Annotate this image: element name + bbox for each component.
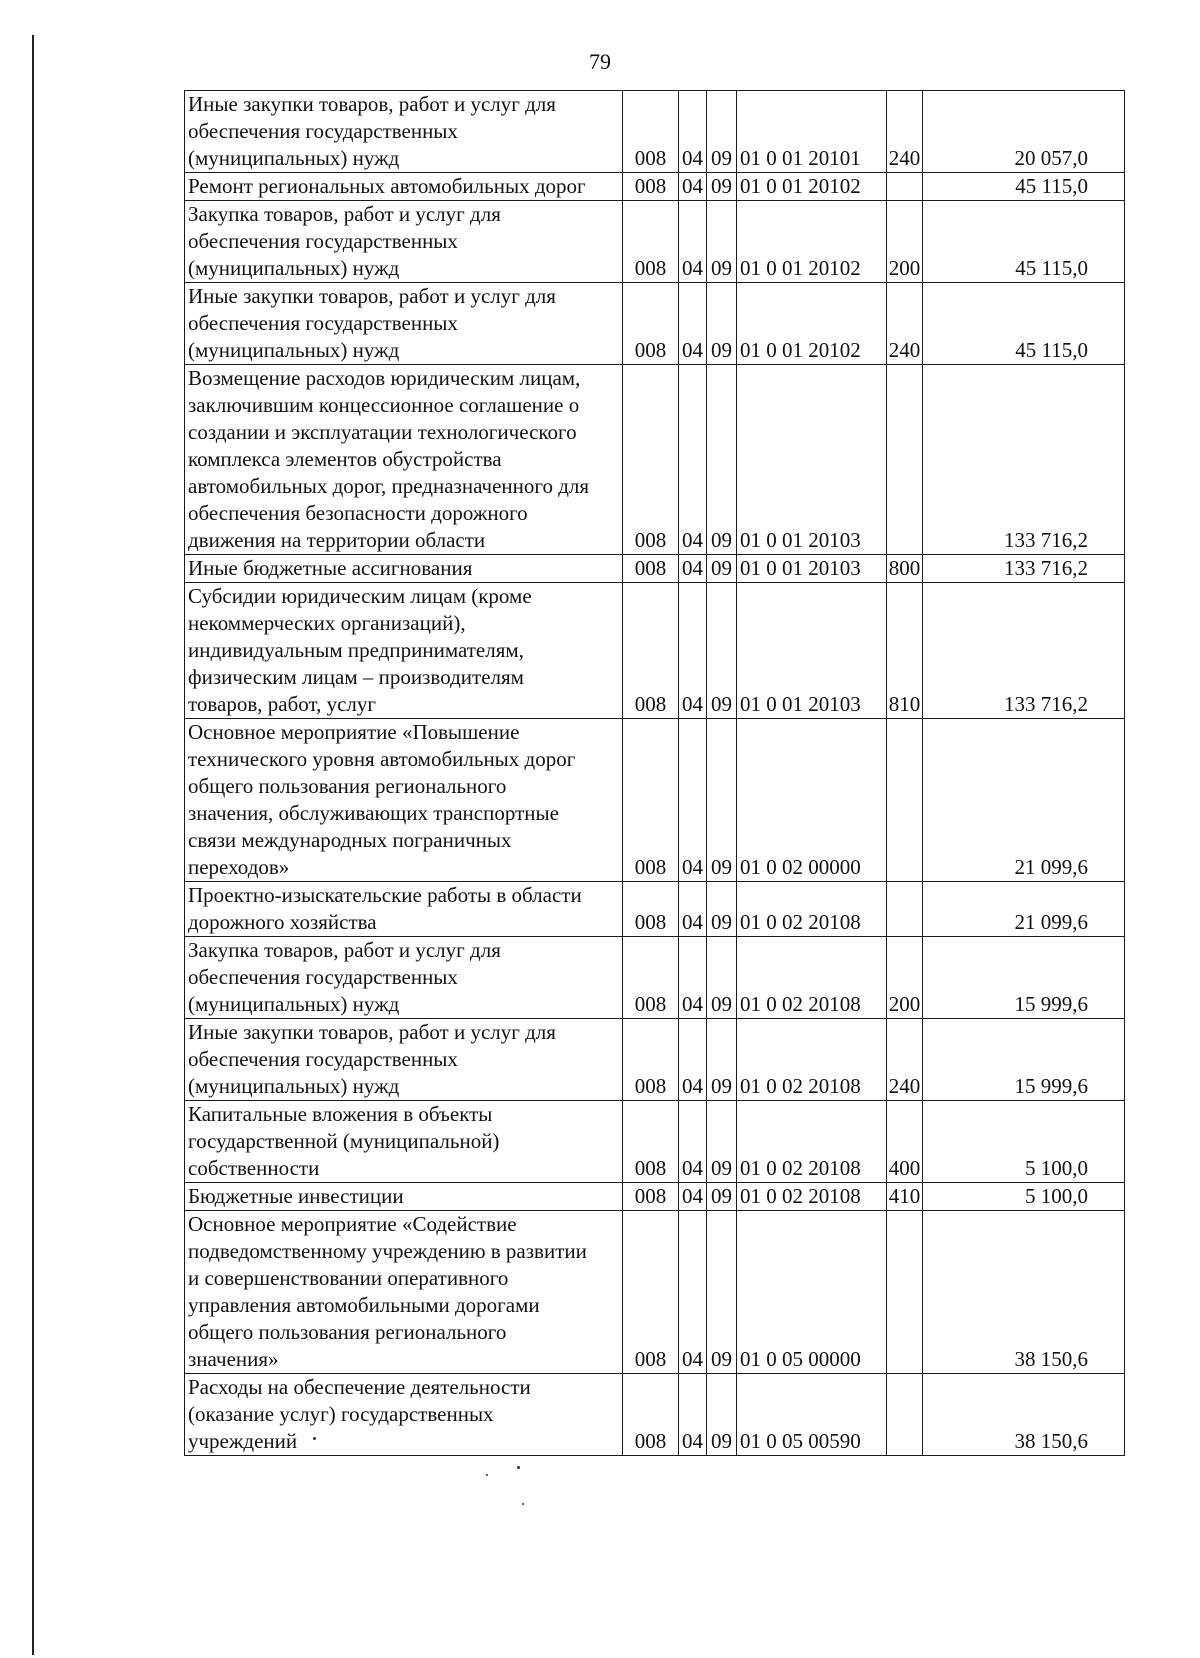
page-number: 79 [589,49,611,74]
expense-type-code: 410 [887,1183,923,1211]
expense-type-code: 240 [887,91,923,173]
expense-type-code [887,173,923,201]
subsection-code: 09 [707,719,737,882]
amount: 5 100,0 [923,1183,1125,1211]
target-article-code: 01 0 01 20102 [737,173,887,201]
amount: 45 115,0 [923,173,1125,201]
table-row [185,1101,1125,1183]
table-row [185,365,1125,555]
section-code: 04 [679,283,707,365]
section-code: 04 [679,882,707,937]
admin-code: 008 [623,91,679,173]
admin-code: 008 [623,1211,679,1374]
section-code: 04 [679,91,707,173]
admin-code: 008 [623,365,679,555]
expense-type-code [887,719,923,882]
table-row [185,1019,1125,1101]
amount: 133 716,2 [923,555,1125,583]
table-row [185,583,1125,719]
amount: 20 057,0 [923,91,1125,173]
subsection-code: 09 [707,583,737,719]
item-name: Иные закупки товаров, работ и услуг для обеспечения государственных (муниципальных) нужд [185,283,623,365]
item-name: Закупка товаров, работ и услуг для обеспечения государственных (муниципальных) нужд [185,937,623,1019]
admin-code: 008 [623,201,679,283]
subsection-code: 09 [707,1019,737,1101]
table-row [185,1374,1125,1456]
target-article-code: 01 0 02 00000 [737,719,887,882]
expense-type-code: 200 [887,201,923,283]
expense-type-code: 200 [887,937,923,1019]
section-code: 04 [679,1183,707,1211]
section-code: 04 [679,1211,707,1374]
target-article-code: 01 0 01 20101 [737,91,887,173]
admin-code: 008 [623,1183,679,1211]
section-code: 04 [679,1374,707,1456]
target-article-code: 01 0 01 20103 [737,365,887,555]
amount: 38 150,6 [923,1211,1125,1374]
subsection-code: 09 [707,283,737,365]
section-code: 04 [679,173,707,201]
item-name: Ремонт региональных автомобильных дорог [185,173,623,201]
amount: 15 999,6 [923,1019,1125,1101]
table-row [185,283,1125,365]
amount: 38 150,6 [923,1374,1125,1456]
admin-code: 008 [623,583,679,719]
item-name: Расходы на обеспечение деятельности (оказание услуг) государственных учреждений [185,1374,623,1456]
amount: 133 716,2 [923,365,1125,555]
table-row [185,1183,1125,1211]
table-row [185,91,1125,173]
admin-code: 008 [623,173,679,201]
item-name: Иные закупки товаров, работ и услуг для обеспечения государственных (муниципальных) нужд [185,91,623,173]
admin-code: 008 [623,1374,679,1456]
subsection-code: 09 [707,91,737,173]
item-name: Возмещение расходов юридическим лицам, заключившим концессионное соглашение о создании и эксплуатации технологического комплекса элементов обустройства автомобильных дорог, предназначенного для обеспечения безопасности дорожного движения на территории области [185,365,623,555]
item-name: Иные бюджетные ассигнования [185,555,623,583]
amount: 21 099,6 [923,882,1125,937]
scan-speck [522,1503,524,1505]
table-row [185,719,1125,882]
subsection-code: 09 [707,555,737,583]
item-name: Иные закупки товаров, работ и услуг для обеспечения государственных (муниципальных) нужд [185,1019,623,1101]
expense-type-code: 240 [887,283,923,365]
subsection-code: 09 [707,882,737,937]
subsection-code: 09 [707,201,737,283]
expense-type-code: 800 [887,555,923,583]
target-article-code: 01 0 02 20108 [737,1101,887,1183]
target-article-code: 01 0 02 20108 [737,1019,887,1101]
target-article-code: 01 0 02 20108 [737,937,887,1019]
expense-type-code: 240 [887,1019,923,1101]
admin-code: 008 [623,882,679,937]
expense-type-code [887,882,923,937]
section-code: 04 [679,1019,707,1101]
table-row [185,555,1125,583]
subsection-code: 09 [707,365,737,555]
binding-edge-line [32,35,34,1655]
target-article-code: 01 0 02 20108 [737,882,887,937]
scan-speck [517,1466,520,1469]
item-name: Основное мероприятие «Содействие подведомственному учреждению в развитии и совершенствовании оперативного управления автомобильными дорогами общего пользования регионального значения» [185,1211,623,1374]
scan-speck [313,1437,316,1440]
subsection-code: 09 [707,1374,737,1456]
section-code: 04 [679,365,707,555]
subsection-code: 09 [707,1211,737,1374]
table-row [185,937,1125,1019]
subsection-code: 09 [707,1101,737,1183]
target-article-code: 01 0 01 20102 [737,201,887,283]
item-name: Закупка товаров, работ и услуг для обеспечения государственных (муниципальных) нужд [185,201,623,283]
admin-code: 008 [623,283,679,365]
section-code: 04 [679,1101,707,1183]
section-code: 04 [679,937,707,1019]
subsection-code: 09 [707,173,737,201]
subsection-code: 09 [707,937,737,1019]
admin-code: 008 [623,1019,679,1101]
target-article-code: 01 0 01 20102 [737,283,887,365]
amount: 45 115,0 [923,283,1125,365]
section-code: 04 [679,201,707,283]
budget-table [184,90,1125,1456]
item-name: Основное мероприятие «Повышение технического уровня автомобильных дорог общего пользования регионального значения, обслуживающих транспортные связи международных пограничных переходов» [185,719,623,882]
admin-code: 008 [623,937,679,1019]
item-name: Бюджетные инвестиции [185,1183,623,1211]
admin-code: 008 [623,1101,679,1183]
expense-type-code [887,365,923,555]
target-article-code: 01 0 05 00590 [737,1374,887,1456]
target-article-code: 01 0 01 20103 [737,583,887,719]
amount: 21 099,6 [923,719,1125,882]
item-name: Субсидии юридическим лицам (кроме некоммерческих организаций), индивидуальным предпринимателям, физическим лицам – производителям товаров, работ, услуг [185,583,623,719]
admin-code: 008 [623,719,679,882]
target-article-code: 01 0 05 00000 [737,1211,887,1374]
table-row [185,201,1125,283]
table-row [185,882,1125,937]
amount: 133 716,2 [923,583,1125,719]
subsection-code: 09 [707,1183,737,1211]
amount: 15 999,6 [923,937,1125,1019]
expense-type-code: 810 [887,583,923,719]
target-article-code: 01 0 02 20108 [737,1183,887,1211]
section-code: 04 [679,719,707,882]
table-body [185,91,1125,1456]
item-name: Капитальные вложения в объекты государственной (муниципальной) собственности [185,1101,623,1183]
scan-speck [486,1474,488,1476]
expense-type-code: 400 [887,1101,923,1183]
item-name: Проектно-изыскательские работы в области дорожного хозяйства [185,882,623,937]
section-code: 04 [679,555,707,583]
admin-code: 008 [623,555,679,583]
target-article-code: 01 0 01 20103 [737,555,887,583]
amount: 45 115,0 [923,201,1125,283]
amount: 5 100,0 [923,1101,1125,1183]
table-row [185,1211,1125,1374]
section-code: 04 [679,583,707,719]
expense-type-code [887,1211,923,1374]
expense-type-code [887,1374,923,1456]
table-row [185,173,1125,201]
